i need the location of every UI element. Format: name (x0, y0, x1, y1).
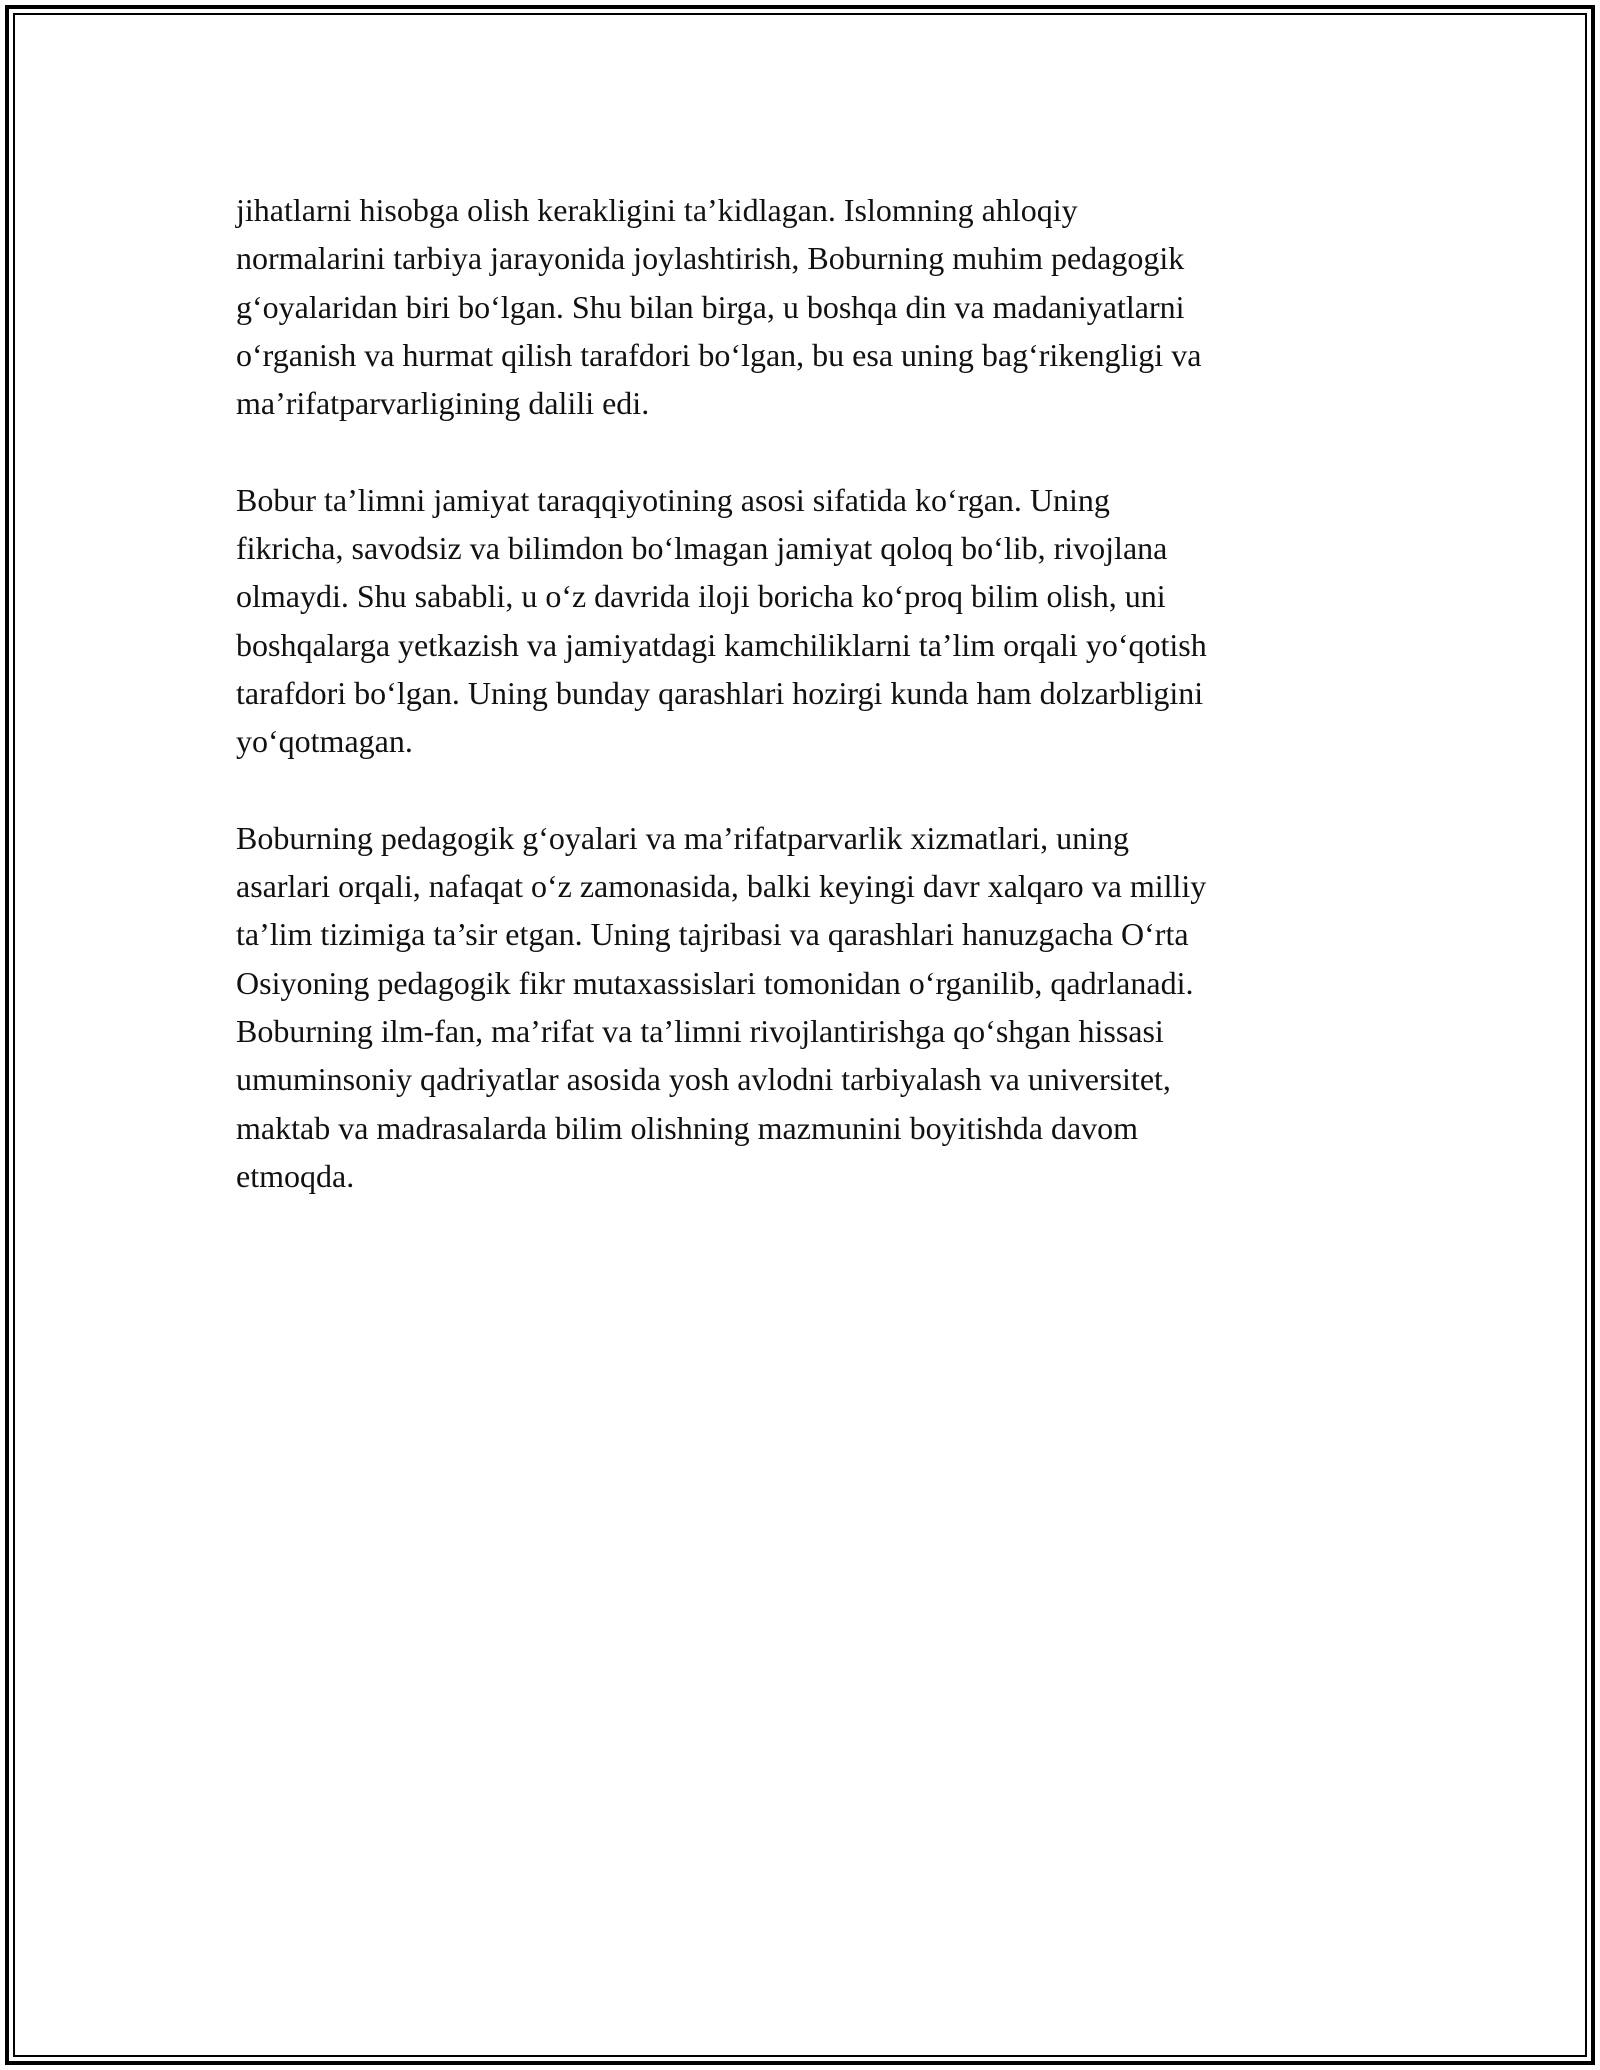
text-line: fikricha, savodsiz va bilimdon bo‘lmagan jamiyat qoloq bo‘lib, rivojlana (236, 530, 1168, 567)
text-line: Boburning ilm-fan, ma’rifat va ta’limni rivojlantirishga qo‘shgan hissasi (236, 1013, 1164, 1050)
text-line: normalarini tarbiya jarayonida joylashtirish, Boburning muhim pedagogik (236, 240, 1185, 277)
text-line: olmaydi. Shu sababli, u o‘z davrida iloji boricha ko‘proq bilim olish, uni (236, 578, 1166, 615)
text-line: etmoqda. (236, 1157, 355, 1194)
text-line: ta’lim tizimiga ta’sir etgan. Uning tajribasi va qarashlari hanuzgacha O‘rta (236, 916, 1189, 953)
text-line: maktab va madrasalarda bilim olishning mazmunini boyitishda davom (236, 1109, 1139, 1146)
text-line: Boburning pedagogik g‘oyalari va ma’rifatparvarlik xizmatlari, uning (236, 819, 1130, 856)
text-line: tarafdori bo‘lgan. Uning bunday qarashlari hozirgi kunda ham dolzarbligini (236, 674, 1204, 711)
text-line: Bobur ta’limni jamiyat taraqqiyotining asosi sifatida ko‘rgan. Uning (236, 481, 1110, 518)
paragraph-1 (236, 186, 1366, 427)
text-line: boshqalarga yetkazish va jamiyatdagi kamchiliklarni ta’lim orqali yo‘qotish (236, 626, 1207, 663)
text-line: yo‘qotmagan. (236, 723, 413, 760)
paragraph-2 (236, 476, 1366, 766)
paragraph-3 (236, 814, 1366, 1200)
text-line: umuminsoniy qadriyatlar asosida yosh avlodni tarbiyalash va universitet, (236, 1061, 1171, 1098)
text-line: Osiyoning pedagogik fikr mutaxassislari tomonidan o‘rganilib, qadrlanadi. (236, 964, 1194, 1001)
text-line: ma’rifatparvarligining dalili edi. (236, 385, 650, 422)
text-line: o‘rganish va hurmat qilish tarafdori bo‘lgan, bu esa uning bag‘rikengligi va (236, 336, 1202, 373)
text-line: asarlari orqali, nafaqat o‘z zamonasida, balki keyingi davr xalqaro va milliy (236, 868, 1207, 905)
text-line: g‘oyalaridan biri bo‘lgan. Shu bilan birga, u boshqa din va madaniyatlarni (236, 288, 1185, 325)
document-body (236, 186, 1366, 1249)
text-line: jihatlarni hisobga olish kerakligini ta’kidlagan. Islomning ahloqiy (236, 192, 1078, 228)
